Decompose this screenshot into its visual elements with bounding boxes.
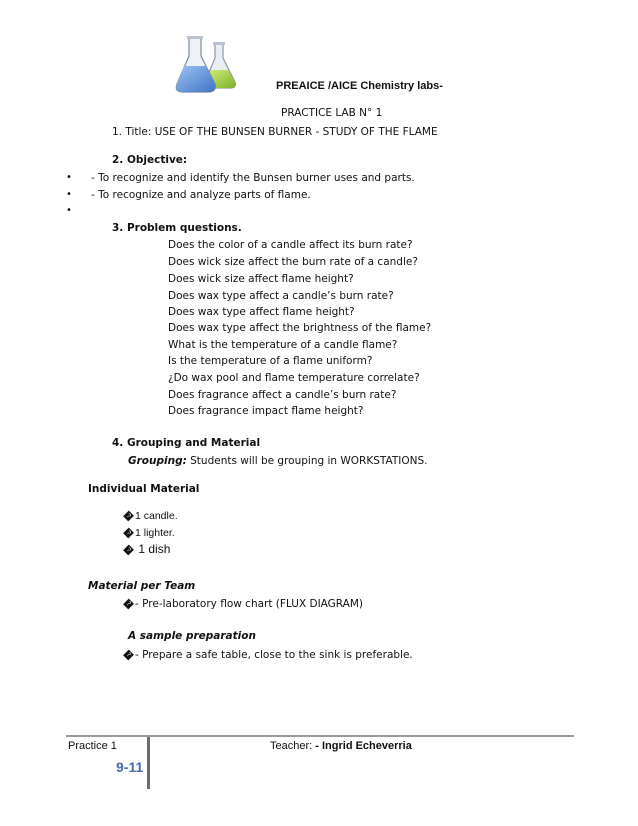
question-item: Does wick size affect flame height?: [168, 273, 354, 285]
footer-practice: Practice 1: [68, 740, 117, 752]
sample-heading: A sample preparation: [128, 630, 256, 642]
grouping-text: Students will be grouping in WORKSTATIONS.: [190, 455, 428, 467]
individual-item: ? 1 dish: [124, 542, 171, 556]
objective-heading: 2. Objective:: [112, 154, 188, 166]
chemistry-flasks-icon: [175, 36, 243, 98]
replacement-glyph-icon: ?: [125, 599, 133, 608]
replacement-glyph-icon: ?: [124, 512, 133, 520]
question-item: Does fragrance affect a candle’s burn rate?: [168, 389, 397, 401]
bullet-icon: •: [66, 205, 72, 216]
question-item: Does the color of a candle affect its burn rate?: [168, 239, 413, 251]
question-item: Does fragrance impact flame height?: [168, 405, 364, 417]
sample-item: ? - Prepare a safe table, close to the sink is preferable.: [125, 649, 413, 661]
grouping-label: Grouping:: [128, 455, 187, 467]
bullet-icon: •: [66, 172, 72, 183]
team-item: ? - Pre-laboratory flow chart (FLUX DIAGRAM): [125, 598, 364, 610]
grouping-line: [128, 455, 428, 467]
question-item: Does wax type affect flame height?: [168, 306, 355, 318]
footer-divider: [66, 735, 574, 737]
question-item: What is the temperature of a candle flame?: [168, 339, 398, 351]
footer-teacher: Teacher: - Ingrid Echeverria: [270, 740, 412, 752]
question-item: ¿Do wax pool and flame temperature correlate?: [168, 372, 420, 384]
team-material-heading: Material per Team: [88, 580, 196, 592]
lab-title: PRACTICE LAB N° 1: [281, 107, 383, 119]
problem-heading: 3. Problem questions.: [112, 222, 242, 234]
individual-material-heading: Individual Material: [88, 483, 200, 495]
question-item: Is the temperature of a flame uniform?: [168, 355, 373, 367]
question-item: Does wick size affect the burn rate of a candle?: [168, 256, 418, 268]
individual-item: ? 1 lighter.: [124, 527, 175, 539]
course-title: PREAICE /AICE Chemistry labs-: [276, 80, 443, 92]
individual-item: ? 1 candle.: [124, 510, 178, 522]
footer-vertical-divider: [147, 737, 150, 789]
replacement-glyph-icon: ?: [125, 650, 133, 659]
question-item: Does wax type affect the brightness of the flame?: [168, 322, 432, 334]
replacement-glyph-icon: ?: [124, 529, 133, 537]
bullet-icon: •: [66, 189, 72, 200]
page-number: 9-11: [116, 759, 144, 775]
section-title: 1. Title: USE OF THE BUNSEN BURNER - STUDY OF THE FLAME: [112, 126, 438, 138]
question-item: Does wax type affect a candle’s burn rate?: [168, 290, 394, 302]
objective-item: - To recognize and analyze parts of flame.: [91, 189, 311, 201]
objective-item: - To recognize and identify the Bunsen burner uses and parts.: [91, 172, 415, 184]
grouping-heading: 4. Grouping and Material: [112, 437, 261, 449]
replacement-glyph-icon: ?: [124, 545, 133, 554]
